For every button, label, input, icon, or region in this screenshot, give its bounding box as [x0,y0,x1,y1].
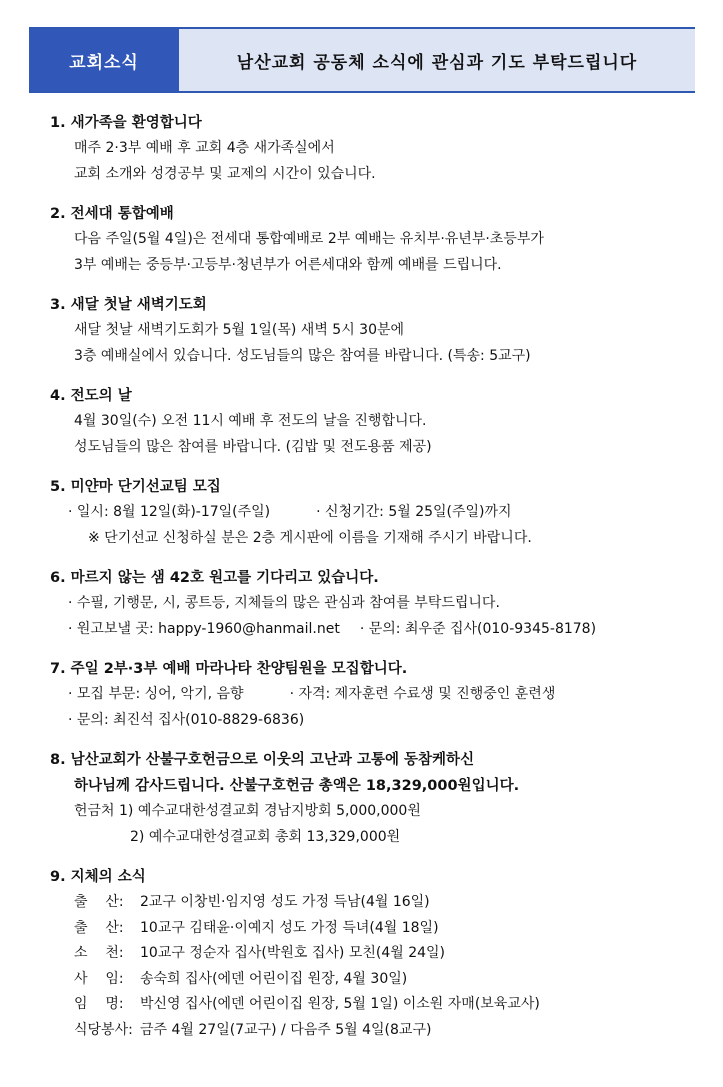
item-label: 임 명: [74,996,124,1012]
bullet-email: · 원고보낼 곳: happy-1960@hanmail.net [68,620,340,637]
section-myanmar-mission [50,474,690,551]
item-text: 10교구 정순자 집사(박원호 집사) 모친(4월 24일) [140,945,446,961]
item-label: 출 산: [74,894,124,910]
item-label: 소 천: [74,945,124,961]
section-title: 4. 전도의 날 [50,388,132,404]
item-label: 사 임: [74,970,124,987]
bullet-deadline: · 신청기간: 5월 25일(주일)까지 [316,504,512,520]
section-line: 다음 주일(5월 4일)은 전세대 통합예배로 2부 예배는 유치부·유년부·초등부가 [74,231,544,247]
section-line: 교회 소개와 성경공부 및 교제의 시간이 있습니다. [74,165,376,182]
item-text: 박신영 집사(에덴 어린이집 원장, 5월 1일) 이소원 자매(보육교사) [140,996,540,1012]
bullet-line: · 수필, 기행문, 시, 콩트등, 지체들의 많은 관심과 참여를 부탁드립니다. [68,595,500,611]
note-line: ※ 단기선교 신청하실 분은 2층 게시판에 이름을 기재해 주시기 바랍니다. [88,529,532,546]
bullet-contact: · 문의: 최우준 집사(010-9345-8178) [359,620,597,637]
item-text: 금주 4월 27일(7교구) / 다음주 5월 4일(8교구) [140,1021,432,1038]
list-item [50,992,690,1018]
section-dawn-prayer [50,292,690,369]
list-item [50,916,690,942]
section-line: 성도님들의 많은 참여를 바랍니다. (김밥 및 전도용품 제공) [74,438,432,455]
news-header [29,27,695,93]
section-praise-team [50,656,690,733]
section-title: 9. 지체의 소식 [50,869,146,885]
list-item [50,941,690,967]
section-title: 2. 전세대 통합예배 [50,206,174,222]
section-relief-offering [50,747,690,850]
section-title-line1: 8. 남산교회가 산불구호헌금으로 이웃의 고난과 고통에 동참케하신 [50,752,475,768]
section-title-line2: 하나님께 감사드립니다. 산불구호헌금 총액은 18,329,000원입니다. [74,778,520,794]
bullet-line [50,500,690,526]
section-line: 2) 예수교대한성결교회 총회 13,329,000원 [130,828,401,845]
bullet-schedule: · 일시: 8월 12일(화)-17일(주일) [68,504,271,520]
section-line: 새달 첫날 새벽기도회가 5월 1일(목) 새벽 5시 30분에 [74,322,405,338]
section-title [50,747,690,799]
section-title: 7. 주일 2부·3부 예배 마라나타 찬양팀원을 모집합니다. [50,661,408,677]
section-line: 4월 30일(수) 오전 11시 예배 후 전도의 날을 진행합니다. [74,413,427,429]
header-tag: 교회소식 [29,29,179,91]
section-evangelism-day [50,383,690,460]
item-label: 출 산: [74,919,124,936]
item-text: 10교구 김태윤·이예지 성도 가정 득녀(4월 18일) [140,919,439,936]
section-line: 3층 예배실에서 있습니다. 성도님들의 많은 참여를 바랍니다. (특송: 5교구) [74,347,531,364]
section-member-news [50,864,690,1043]
section-line: 3부 예배는 중등부·고등부·청년부가 어른세대와 함께 예배를 드립니다. [74,256,502,273]
section-manuscript [50,565,690,642]
section-new-family [50,110,690,187]
news-content [50,110,690,1057]
bullet-qualification: · 자격: 제자훈련 수료생 및 진행중인 훈련생 [289,686,556,702]
bullet-recruit: · 모집 부문: 싱어, 악기, 음향 [68,686,244,702]
section-line: 매주 2·3부 예배 후 교회 4층 새가족실에서 [74,140,335,156]
section-title: 3. 새달 첫날 새벽기도회 [50,297,207,313]
section-title: 6. 마르지 않는 샘 42호 원고를 기다리고 있습니다. [50,570,379,586]
list-item [50,890,690,916]
list-item [50,1018,690,1044]
bullet-line: · 문의: 최진석 집사(010-8829-6836) [68,711,305,728]
section-title: 5. 미얀마 단기선교팀 모집 [50,479,221,495]
item-text: 2교구 이창빈·임지영 성도 가정 득남(4월 16일) [140,894,430,910]
item-label: 식당봉사: [74,1021,133,1038]
section-line: 헌금처 1) 예수교대한성결교회 경남지방회 5,000,000원 [74,803,421,819]
section-integrated-worship [50,201,690,278]
header-title: 남산교회 공동체 소식에 관심과 기도 부탁드립니다 [236,52,638,73]
item-text: 송숙희 집사(에덴 어린이집 원장, 4월 30일) [140,970,408,987]
bullet-line [50,682,690,708]
bullet-line [50,617,690,643]
list-item [50,967,690,993]
section-title: 1. 새가족을 환영합니다 [50,115,202,131]
